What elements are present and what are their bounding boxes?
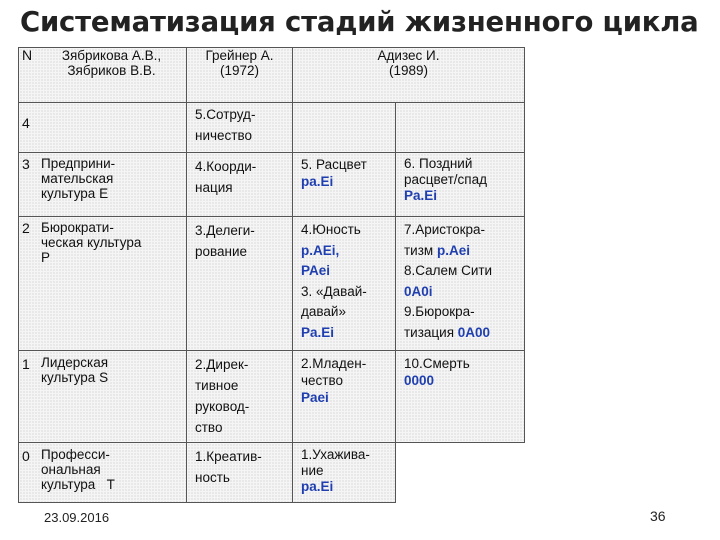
table-row-3 [19, 153, 525, 217]
adizes-2a-l3: давай» [301, 304, 346, 319]
culture-0-l1: Професси- [41, 447, 110, 462]
adizes-2b-l3: 8.Салем Сити [404, 263, 493, 278]
culture-3-l1: Предприни- [41, 156, 116, 171]
adizes-cell-0a [293, 443, 396, 503]
adizes-3b-code: Pa.Ei [404, 188, 438, 203]
adizes-2b-l2-text: тизм [404, 242, 437, 258]
greiner-cell-1 [187, 351, 293, 443]
adizes-2b-l1: 7.Аристокра- [404, 222, 486, 237]
culture-3-l2: мательская [41, 171, 114, 186]
greiner-text-4-l1: 5.Сотруд- [195, 107, 256, 122]
header-cell-adizes [293, 48, 525, 103]
greiner-text-1-l1: 2.Дирек- [195, 357, 249, 372]
adizes-1a-l2: чество [301, 373, 344, 388]
adizes-0a-l1: 1.Ухажива- [301, 447, 370, 462]
adizes-cell-0b [396, 443, 525, 503]
stage-cell-0 [19, 443, 187, 503]
header-col3-line1: Адизес И. [377, 48, 440, 63]
header-cell-zyabrikov [19, 48, 187, 103]
greiner-text-0-l1: 1.Креатив- [195, 449, 262, 464]
adizes-0a-l2: ние [301, 463, 324, 478]
table-row-2 [19, 217, 525, 351]
table-row-0 [19, 443, 525, 503]
stage-cell-2 [19, 217, 187, 351]
adizes-3a-code: pa.Ei [301, 174, 334, 189]
page-number: 36 [650, 508, 666, 524]
greiner-text-2-l2: рование [195, 244, 248, 259]
footer-date: 23.09.2016 [44, 510, 110, 525]
adizes-2b-code1: 0A0i [404, 283, 433, 299]
header-col2-line2: (1972) [219, 63, 260, 78]
culture-0-l2: ональная [41, 462, 101, 477]
greiner-cell-3 [187, 153, 293, 217]
table-row-4 [19, 103, 525, 153]
adizes-0a-code: pa.Ei [301, 479, 334, 494]
header-col1-line2: Зябриков В.В. [67, 63, 156, 78]
adizes-2a-code1: p.AEi, [301, 242, 340, 258]
adizes-1a-l1: 2.Младен- [301, 356, 367, 371]
stage-number-1: 1 [22, 356, 30, 372]
stage-cell-1 [19, 351, 187, 443]
slide-title: Систематизация стадий жизненного цикла [20, 6, 699, 38]
stage-cell-3 [19, 153, 187, 217]
adizes-cell-3b [396, 153, 525, 217]
header-cell-greiner [187, 48, 293, 103]
greiner-text-1-l2: тивное [195, 378, 239, 393]
culture-1-l1: Лидерская [41, 355, 109, 370]
adizes-2a-code3: Pa.Ei [301, 324, 335, 340]
greiner-text-3-l2: нация [195, 180, 233, 195]
table-row-1 [19, 351, 525, 443]
culture-2-l2: ческая культура [41, 235, 142, 250]
adizes-2b-l5-text: тизация [404, 324, 458, 340]
greiner-text-1-l4: ство [195, 420, 223, 435]
greiner-cell-0 [187, 443, 293, 503]
stage-number-3: 3 [22, 156, 30, 172]
adizes-cell-4a [293, 103, 396, 153]
greiner-text-0-l2: ность [195, 470, 230, 485]
greiner-text-2-l1: 3.Делеги- [195, 223, 255, 238]
greiner-cell-2 [187, 217, 293, 351]
adizes-cell-3a [293, 153, 396, 217]
greiner-text-3-l1: 4.Коорди- [195, 159, 257, 174]
adizes-3b-l2: расцвет/спад [404, 172, 487, 187]
adizes-2a-code2: PAei [301, 263, 331, 278]
greiner-text-1-l3: руковод- [195, 399, 250, 414]
adizes-2b-l2-code: p.Aei [436, 242, 470, 258]
greiner-cell-4 [187, 103, 293, 153]
culture-0-l3: культура Т [41, 477, 115, 492]
header-n: N [22, 47, 33, 63]
header-col3-line2: (1989) [388, 63, 429, 78]
header-col1-line1: Зябрикова А.В., [61, 48, 162, 63]
adizes-2a-l2: 3. «Давай- [301, 283, 367, 299]
adizes-cell-2b [396, 217, 525, 351]
adizes-cell-4b [396, 103, 525, 153]
culture-1-l2: культура S [41, 370, 109, 385]
stage-number-0: 0 [22, 448, 30, 464]
table-header-row [19, 48, 525, 103]
lifecycle-table [18, 47, 525, 503]
adizes-cell-2a [293, 217, 396, 351]
adizes-1b-code: 0000 [404, 373, 435, 388]
adizes-3a-l1: 5. Расцвет [301, 157, 367, 172]
adizes-1a-code: Paei [301, 390, 329, 405]
adizes-2b-l5-code: 0A00 [457, 324, 491, 340]
culture-3-l3: культура Е [41, 186, 109, 201]
adizes-2a-l1: 4.Юность [301, 222, 361, 237]
adizes-cell-1a [293, 351, 396, 443]
culture-2-l1: Бюрократи- [41, 220, 114, 235]
stage-number-4: 4 [22, 115, 30, 131]
adizes-2b-l4: 9.Бюрокра- [404, 304, 475, 319]
stage-number-2: 2 [22, 220, 30, 236]
greiner-text-4-l2: ничество [195, 128, 252, 143]
culture-2-l3: Р [41, 250, 51, 265]
header-col2-line1: Грейнер А. [205, 48, 274, 63]
stage-cell-4 [19, 103, 187, 153]
adizes-3b-l1: 6. Поздний [404, 156, 473, 171]
adizes-cell-1b [396, 351, 525, 443]
adizes-1b-l1: 10.Смерть [404, 356, 470, 371]
